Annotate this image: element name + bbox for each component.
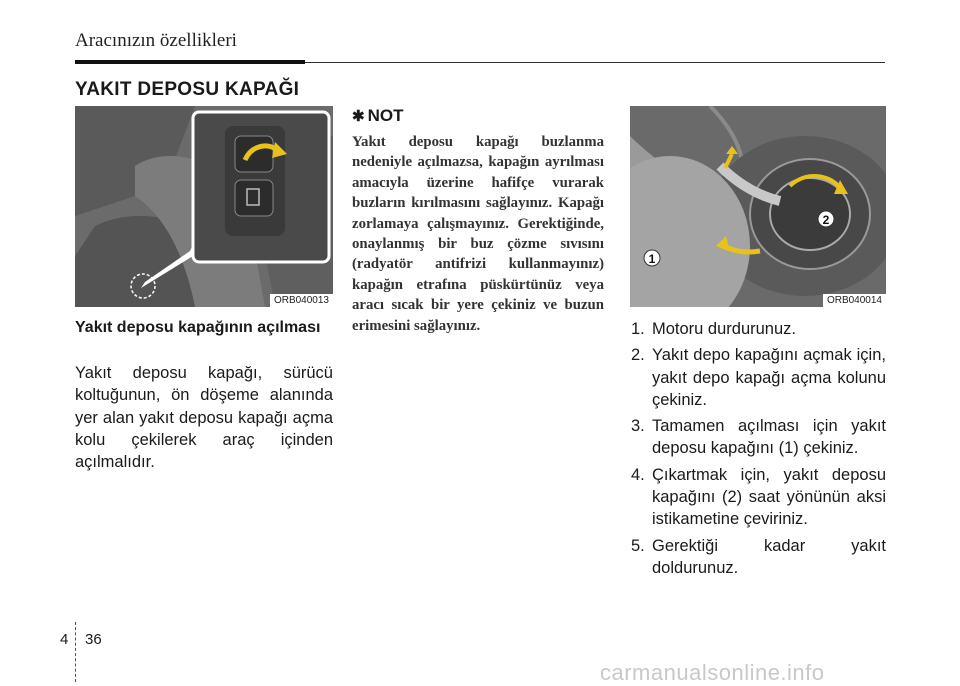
header-rule-thin <box>305 62 885 63</box>
list-item: 1. Motoru durdurunuz. <box>631 320 796 338</box>
figure-code: ORB040014 <box>823 294 886 307</box>
fuel-cap-illustration <box>630 106 886 307</box>
section-title: YAKIT DEPOSU KAPAĞI <box>75 79 300 100</box>
callout-2: 2 <box>822 213 830 227</box>
body-paragraph: Yakıt deposu kapağı, sürücü koltuğunun, ön döşeme alanında yer alan yakıt deposu kapağı açma kolu çekilerek araç içinden açılmalıdır. <box>75 364 333 472</box>
note-title <box>352 106 403 126</box>
chapter-number: 4 <box>60 631 69 648</box>
car-interior-illustration <box>75 106 333 307</box>
fuel-door-release-figure <box>75 106 333 307</box>
list-item: 3. Tamamen açılması için yakıt deposu kapağını (1) çekiniz. <box>631 417 886 458</box>
asterisk-icon: ✱ <box>352 108 365 125</box>
list-item: 4. Çıkartmak için, yakıt deposu kapağını (2) saat yönünün aksi istikametine çeviriniz. <box>631 465 886 529</box>
subheading: Yakıt deposu kapağının açılması <box>75 319 321 336</box>
page-number: 36 <box>85 631 102 648</box>
header-rule-thick <box>75 60 305 64</box>
steps-list <box>631 318 886 583</box>
list-item: 5. Gerektiği kadar yakıt doldurunuz. <box>631 536 886 577</box>
callout-1: 1 <box>648 252 656 266</box>
note-text: Yakıt deposu kapağı buzlanma nedeniyle açılmazsa, kapağın ayrılması amacıyla üzerine hafifçe vurarak buzların kırılmasını sağlayınız. Kapağı zorlamaya çalışmayınız. Gerektiğinde, onaylanmış bir buz çözme sıvısını (radyatör antifrizi kullanmayınız) kapağın etrafına püskürtünüz veya aracı sıcak bir yere çekiniz ve buzun erimesini sağlayınız. <box>352 134 604 334</box>
watermark: carmanualsonline.info <box>600 660 825 685</box>
figure-code: ORB040013 <box>270 294 333 307</box>
footer-divider <box>75 622 77 682</box>
running-header: Aracınızın özellikleri <box>75 30 237 51</box>
list-item: 2. Yakıt depo kapağını açmak için, yakıt depo kapağı açma kolunu çekiniz. <box>631 346 886 409</box>
note-title-text: NOT <box>367 106 404 125</box>
fuel-door-open-figure <box>630 106 886 307</box>
